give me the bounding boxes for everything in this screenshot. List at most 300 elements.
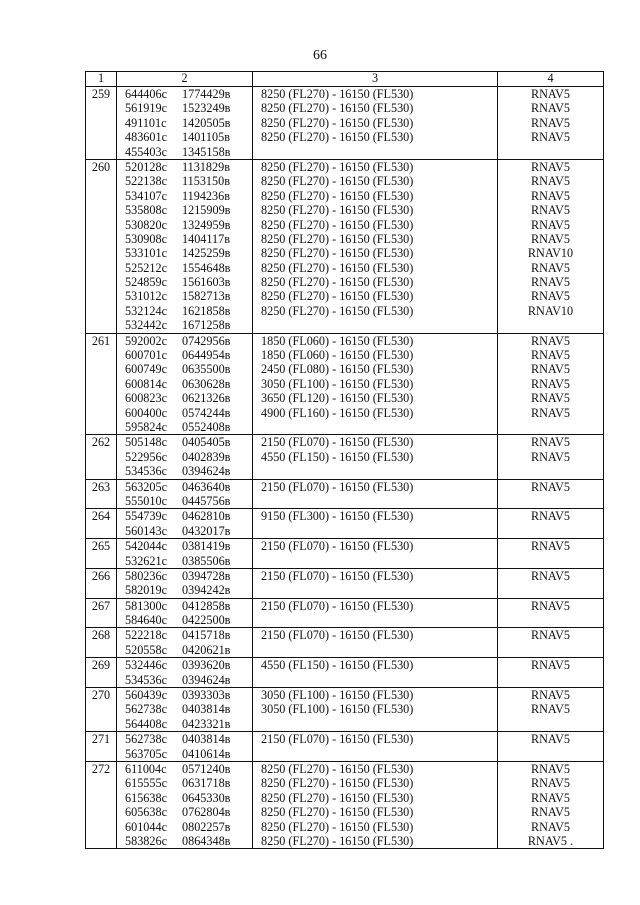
coordinate-pair — [117, 628, 252, 642]
flight-level-range: 8250 (FL270) - 16150 (FL530) — [261, 130, 414, 145]
navigation-spec: RNAV5 — [530, 732, 571, 747]
navigation-spec: RNAV5 — [530, 568, 571, 583]
coordinates-cell — [117, 435, 253, 479]
longitude: 0645330в — [182, 790, 231, 805]
table-row — [86, 732, 604, 762]
latitude: 583826с — [125, 833, 167, 848]
navigation-spec-cell — [498, 159, 604, 333]
route-number: 259 — [91, 87, 111, 101]
route-number: 267 — [91, 598, 111, 613]
longitude: 1425259в — [182, 246, 231, 261]
navigation-spec: RNAV5 — [530, 87, 571, 101]
longitude: 0422500в — [182, 613, 231, 628]
flight-levels-cell — [253, 658, 498, 688]
latitude: 534107с — [125, 188, 167, 203]
latitude: 532446с — [125, 658, 167, 673]
flight-level-range: 4550 (FL150) - 16150 (FL530) — [261, 658, 414, 673]
coordinate-pair — [117, 658, 252, 672]
longitude: 1131829в — [182, 159, 230, 174]
longitude: 0420621в — [182, 642, 231, 657]
coordinate-pair — [117, 717, 252, 731]
latitude: 600701с — [125, 348, 167, 363]
coordinate-pair — [117, 569, 252, 583]
navigation-spec: RNAV5 — [530, 790, 571, 805]
column-header-1: 1 — [86, 72, 117, 87]
navigation-spec: RNAV5 — [530, 188, 571, 203]
coordinate-pair — [117, 318, 252, 332]
navigation-spec: RNAV5 — [530, 362, 571, 377]
coordinate-pair — [117, 362, 252, 376]
navigation-spec: RNAV5 — [530, 819, 571, 834]
navigation-spec-cell — [498, 658, 604, 688]
flight-level-range: 3050 (FL100) - 16150 (FL530) — [261, 702, 414, 717]
flight-level-range: 8250 (FL270) - 16150 (FL530) — [261, 819, 414, 834]
navigation-spec: RNAV5 — [530, 658, 571, 673]
latitude: 563205с — [125, 479, 167, 494]
coordinate-pair — [117, 334, 252, 348]
latitude: 600749с — [125, 362, 167, 377]
column-header-2: 2 — [117, 72, 253, 87]
flight-levels-cell — [253, 159, 498, 333]
column-header-4: 4 — [498, 72, 604, 87]
flight-level-range: 8250 (FL270) - 16150 (FL530) — [261, 246, 414, 261]
latitude: 522138с — [125, 174, 167, 189]
navigation-spec: RNAV5 — [530, 348, 571, 363]
coordinate-pair — [117, 174, 252, 188]
route-number-cell — [86, 688, 117, 732]
flight-level-range: 2150 (FL070) - 16150 (FL530) — [261, 732, 414, 747]
flight-level-range: 8250 (FL270) - 16150 (FL530) — [261, 805, 414, 820]
latitude: 535808с — [125, 203, 167, 218]
coordinate-pair — [117, 688, 252, 702]
coordinate-pair — [117, 791, 252, 805]
navigation-spec: RNAV5 — [530, 333, 571, 348]
longitude: 0394624в — [182, 464, 231, 479]
coordinates-cell — [117, 479, 253, 509]
navigation-spec: RNAV5 — [530, 231, 571, 246]
flight-level-range: 8250 (FL270) - 16150 (FL530) — [261, 761, 414, 776]
navigation-spec: RNAV5 — [530, 289, 571, 304]
flight-level-range: 8250 (FL270) - 16150 (FL530) — [261, 231, 414, 246]
latitude: 522218с — [125, 628, 167, 643]
navigation-spec: RNAV5 — [530, 509, 571, 524]
longitude: 0644954в — [182, 348, 231, 363]
longitude: 0635500в — [182, 362, 231, 377]
table-row — [86, 479, 604, 509]
coordinate-pair — [117, 420, 252, 434]
coordinate-pair — [117, 805, 252, 819]
flight-level-range: 8250 (FL270) - 16150 (FL530) — [261, 87, 414, 101]
coordinate-pair — [117, 289, 252, 303]
longitude: 1324959в — [182, 217, 231, 232]
flight-level-range: 2150 (FL070) - 16150 (FL530) — [261, 435, 414, 450]
flight-level-range: 8250 (FL270) - 16150 (FL530) — [261, 790, 414, 805]
coordinates-cell — [117, 658, 253, 688]
navigation-spec: RNAV5 — [530, 275, 571, 290]
route-number: 268 — [91, 628, 111, 643]
latitude: 533101с — [125, 246, 167, 261]
route-number: 271 — [91, 732, 111, 747]
coordinates-cell — [117, 539, 253, 569]
flight-level-range: 8250 (FL270) - 16150 (FL530) — [261, 115, 414, 130]
longitude: 0394624в — [182, 672, 231, 687]
route-number: 269 — [91, 658, 111, 673]
table-row — [86, 159, 604, 333]
latitude: 524859с — [125, 275, 167, 290]
longitude: 1621858в — [182, 303, 231, 318]
coordinate-pair — [117, 189, 252, 203]
navigation-spec: RNAV5 — [530, 776, 571, 791]
flight-level-range: 2150 (FL070) - 16150 (FL530) — [261, 568, 414, 583]
route-number-cell — [86, 87, 117, 160]
latitude: 532124с — [125, 303, 167, 318]
latitude: 582019с — [125, 583, 167, 598]
table-row — [86, 658, 604, 688]
latitude: 505148с — [125, 435, 167, 450]
flight-level-range: 8250 (FL270) - 16150 (FL530) — [261, 159, 414, 174]
coordinate-pair — [117, 160, 252, 174]
latitude: 530908с — [125, 231, 167, 246]
longitude: 0393303в — [182, 688, 231, 703]
latitude: 532442с — [125, 318, 167, 333]
coordinates-cell — [117, 159, 253, 333]
longitude: 0571240в — [182, 761, 231, 776]
flight-level-range: 1850 (FL060) - 16150 (FL530) — [261, 348, 414, 363]
navigation-spec-cell — [498, 87, 604, 160]
flight-level-range: 2150 (FL070) - 16150 (FL530) — [261, 539, 414, 554]
coordinate-pair — [117, 232, 252, 246]
route-number: 263 — [91, 479, 111, 494]
coordinate-pair — [117, 820, 252, 834]
coordinate-pair — [117, 834, 252, 848]
latitude: 561919с — [125, 101, 167, 116]
flight-levels-cell — [253, 509, 498, 539]
coordinates-cell — [117, 568, 253, 598]
coordinate-pair — [117, 464, 252, 478]
column-header-3: 3 — [253, 72, 498, 87]
route-number-cell — [86, 539, 117, 569]
longitude: 0864348в — [182, 833, 231, 848]
navigation-spec: RNAV5 — [530, 159, 571, 174]
latitude: 554739с — [125, 509, 167, 524]
latitude: 581300с — [125, 598, 167, 613]
longitude: 1153150в — [182, 174, 230, 189]
route-number: 265 — [91, 539, 111, 554]
route-number-cell — [86, 479, 117, 509]
coordinate-pair — [117, 130, 252, 144]
navigation-spec: RNAV10 — [527, 246, 574, 261]
coordinate-pair — [117, 435, 252, 449]
longitude: 1671258в — [182, 318, 231, 333]
flight-level-range: 8250 (FL270) - 16150 (FL530) — [261, 289, 414, 304]
coordinate-pair — [117, 643, 252, 657]
coordinate-pair — [117, 246, 252, 260]
latitude: 542044с — [125, 539, 167, 554]
coordinate-pair — [117, 377, 252, 391]
navigation-spec: RNAV5 — [530, 539, 571, 554]
longitude: 0403814в — [182, 702, 231, 717]
longitude: 0402839в — [182, 449, 231, 464]
navigation-spec-cell — [498, 628, 604, 658]
navigation-spec: RNAV5 — [530, 761, 571, 776]
latitude: 595824с — [125, 419, 167, 434]
longitude: 0762804в — [182, 805, 231, 820]
flight-level-range: 8250 (FL270) - 16150 (FL530) — [261, 303, 414, 318]
table-header-row — [86, 72, 604, 87]
navigation-spec: RNAV5 — [530, 688, 571, 703]
latitude: 601044с — [125, 819, 167, 834]
latitude: 455403с — [125, 144, 167, 159]
latitude: 564408с — [125, 716, 167, 731]
longitude: 0630628в — [182, 376, 231, 391]
longitude: 0385506в — [182, 553, 231, 568]
longitude: 0802257в — [182, 819, 231, 834]
coordinates-cell — [117, 761, 253, 848]
coordinates-cell — [117, 333, 253, 435]
table-row — [86, 539, 604, 569]
coordinate-pair — [117, 391, 252, 405]
route-number: 272 — [91, 761, 111, 776]
latitude: 584640с — [125, 613, 167, 628]
flight-levels-cell — [253, 435, 498, 479]
longitude: 0423321в — [182, 716, 231, 731]
coordinate-pair — [117, 539, 252, 553]
route-number: 260 — [91, 159, 111, 174]
table-row — [86, 628, 604, 658]
flight-level-range: 2450 (FL080) - 16150 (FL530) — [261, 362, 414, 377]
table-row — [86, 688, 604, 732]
route-number: 264 — [91, 509, 111, 524]
coordinate-pair — [117, 406, 252, 420]
flight-levels-cell — [253, 568, 498, 598]
latitude: 592002с — [125, 333, 167, 348]
flight-level-range: 4550 (FL150) - 16150 (FL530) — [261, 449, 414, 464]
coordinate-pair — [117, 554, 252, 568]
coordinate-pair — [117, 450, 252, 464]
latitude: 563705с — [125, 746, 167, 761]
latitude: 600814с — [125, 376, 167, 391]
longitude: 0445756в — [182, 493, 231, 508]
coordinates-cell — [117, 509, 253, 539]
flight-level-range: 8250 (FL270) - 16150 (FL530) — [261, 833, 414, 848]
navigation-spec: RNAV5 — [530, 435, 571, 450]
longitude: 0405405в — [182, 435, 231, 450]
route-number-cell — [86, 732, 117, 762]
longitude: 0381419в — [182, 539, 231, 554]
coordinate-pair — [117, 599, 252, 613]
coordinate-pair — [117, 203, 252, 217]
longitude: 0621326в — [182, 391, 231, 406]
flight-level-range: 8250 (FL270) - 16150 (FL530) — [261, 174, 414, 189]
navigation-spec-cell — [498, 509, 604, 539]
latitude: 534536с — [125, 672, 167, 687]
latitude: 525212с — [125, 260, 167, 275]
coordinate-pair — [117, 116, 252, 130]
flight-level-range: 8250 (FL270) - 16150 (FL530) — [261, 275, 414, 290]
flight-level-range: 1850 (FL060) - 16150 (FL530) — [261, 333, 414, 348]
flight-level-range: 8250 (FL270) - 16150 (FL530) — [261, 217, 414, 232]
navigation-spec: RNAV5 — [530, 130, 571, 145]
navigation-spec: RNAV5 — [530, 805, 571, 820]
navigation-spec: RNAV5 — [530, 174, 571, 189]
coordinate-pair — [117, 348, 252, 362]
coordinate-pair — [117, 673, 252, 687]
navigation-spec-cell — [498, 333, 604, 435]
longitude: 0432017в — [182, 523, 231, 538]
coordinate-pair — [117, 613, 252, 627]
flight-levels-cell — [253, 479, 498, 509]
longitude: 0574244в — [182, 405, 231, 420]
coordinate-pair — [117, 732, 252, 746]
flight-levels-cell — [253, 688, 498, 732]
longitude: 0463640в — [182, 479, 231, 494]
page-number: 66 — [313, 48, 327, 63]
navigation-spec-cell — [498, 435, 604, 479]
navigation-spec-cell — [498, 732, 604, 762]
coordinate-pair — [117, 524, 252, 538]
flight-level-range: 3650 (FL120) - 16150 (FL530) — [261, 391, 414, 406]
longitude: 1561603в — [182, 275, 231, 290]
latitude: 560143с — [125, 523, 167, 538]
latitude: 600400с — [125, 405, 167, 420]
latitude: 534536с — [125, 464, 167, 479]
latitude: 615638с — [125, 790, 167, 805]
route-number-cell — [86, 568, 117, 598]
coordinate-pair — [117, 747, 252, 761]
longitude: 1582713в — [182, 289, 231, 304]
route-number-cell — [86, 333, 117, 435]
longitude: 0462810в — [182, 509, 231, 524]
latitude: 530820с — [125, 217, 167, 232]
navigation-spec: RNAV5 — [530, 405, 571, 420]
flight-levels-cell — [253, 628, 498, 658]
navigation-spec: RNAV5 — [530, 101, 571, 116]
navigation-spec-cell — [498, 568, 604, 598]
table-row — [86, 598, 604, 628]
flight-level-range: 4900 (FL160) - 16150 (FL530) — [261, 405, 414, 420]
longitude: 1194236в — [182, 188, 230, 203]
longitude: 1774429в — [182, 87, 231, 101]
flight-levels-cell — [253, 761, 498, 848]
longitude: 0631718в — [182, 776, 231, 791]
route-number-cell — [86, 159, 117, 333]
navigation-spec: RNAV5 — [530, 203, 571, 218]
latitude: 615555с — [125, 776, 167, 791]
flight-level-range: 3050 (FL100) - 16150 (FL530) — [261, 376, 414, 391]
coordinate-pair — [117, 218, 252, 232]
flight-level-range: 3050 (FL100) - 16150 (FL530) — [261, 688, 414, 703]
navigation-spec: RNAV5 . — [527, 833, 574, 848]
navigation-spec-cell — [498, 539, 604, 569]
flight-level-range: 8250 (FL270) - 16150 (FL530) — [261, 188, 414, 203]
longitude: 1345158в — [182, 144, 231, 159]
table-row — [86, 87, 604, 160]
coordinate-pair — [117, 87, 252, 101]
longitude: 0412858в — [182, 598, 231, 613]
latitude: 520558с — [125, 642, 167, 657]
longitude: 1420505в — [182, 115, 231, 130]
route-number-cell — [86, 435, 117, 479]
navigation-spec: RNAV5 — [530, 628, 571, 643]
navigation-spec: RNAV5 — [530, 115, 571, 130]
navigation-spec-cell — [498, 688, 604, 732]
coordinate-pair — [117, 145, 252, 159]
coordinate-pair — [117, 480, 252, 494]
route-number-cell — [86, 658, 117, 688]
longitude: 0394242в — [182, 583, 231, 598]
latitude: 555010с — [125, 493, 167, 508]
latitude: 532621с — [125, 553, 167, 568]
table-row — [86, 435, 604, 479]
navigation-spec: RNAV5 — [530, 391, 571, 406]
route-number-cell — [86, 509, 117, 539]
route-table — [85, 71, 604, 849]
longitude: 0403814в — [182, 732, 231, 747]
coordinate-pair — [117, 494, 252, 508]
navigation-spec: RNAV5 — [530, 217, 571, 232]
latitude: 605638с — [125, 805, 167, 820]
longitude: 0742956в — [182, 333, 231, 348]
coordinate-pair — [117, 762, 252, 776]
coordinates-cell — [117, 598, 253, 628]
navigation-spec: RNAV5 — [530, 598, 571, 613]
longitude: 1554648в — [182, 260, 231, 275]
latitude: 600823с — [125, 391, 167, 406]
flight-level-range: 8250 (FL270) - 16150 (FL530) — [261, 101, 414, 116]
route-number: 262 — [91, 435, 111, 450]
route-number-cell — [86, 761, 117, 848]
latitude: 491101с — [125, 115, 167, 130]
flight-levels-cell — [253, 598, 498, 628]
latitude: 611004с — [125, 761, 167, 776]
route-number: 270 — [91, 688, 111, 703]
table-row — [86, 333, 604, 435]
coordinate-pair — [117, 261, 252, 275]
flight-levels-cell — [253, 333, 498, 435]
navigation-spec: RNAV5 — [530, 376, 571, 391]
route-number: 261 — [91, 333, 111, 348]
flight-levels-cell — [253, 732, 498, 762]
latitude: 562738с — [125, 732, 167, 747]
longitude: 1215909в — [182, 203, 231, 218]
flight-levels-cell — [253, 87, 498, 160]
longitude: 1523249в — [182, 101, 231, 116]
longitude: 0415718в — [182, 628, 231, 643]
flight-level-range: 9150 (FL300) - 16150 (FL530) — [261, 509, 414, 524]
flight-level-range: 2150 (FL070) - 16150 (FL530) — [261, 598, 414, 613]
coordinate-pair — [117, 101, 252, 115]
longitude: 1401105в — [182, 130, 230, 145]
flight-level-range: 2150 (FL070) - 16150 (FL530) — [261, 479, 414, 494]
coordinates-cell — [117, 732, 253, 762]
coordinate-pair — [117, 275, 252, 289]
navigation-spec: RNAV5 — [530, 702, 571, 717]
navigation-spec-cell — [498, 761, 604, 848]
longitude: 0410614в — [182, 746, 231, 761]
table-body — [86, 87, 604, 849]
coordinate-pair — [117, 583, 252, 597]
latitude: 483601с — [125, 130, 167, 145]
flight-level-range: 8250 (FL270) - 16150 (FL530) — [261, 203, 414, 218]
latitude: 531012с — [125, 289, 167, 304]
navigation-spec-cell — [498, 479, 604, 509]
latitude: 522956с — [125, 449, 167, 464]
longitude: 1404117в — [182, 231, 230, 246]
latitude: 562738с — [125, 702, 167, 717]
coordinates-cell — [117, 87, 253, 160]
flight-level-range: 2150 (FL070) - 16150 (FL530) — [261, 628, 414, 643]
table-row — [86, 568, 604, 598]
